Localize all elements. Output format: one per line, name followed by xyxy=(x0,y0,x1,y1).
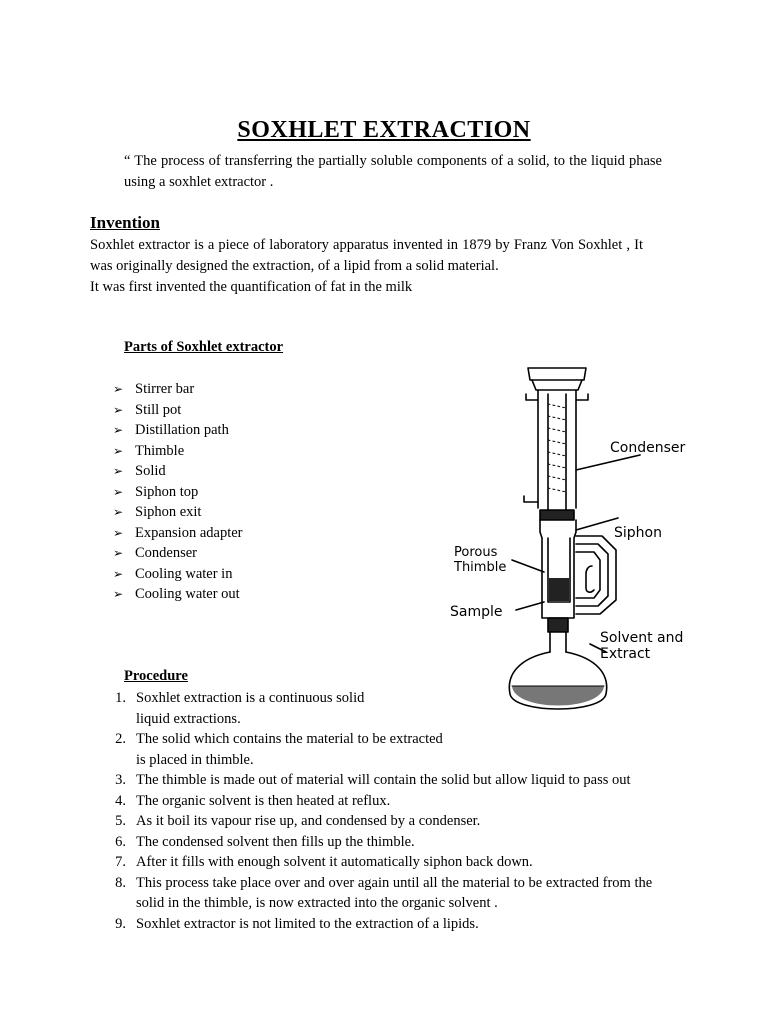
part-label: Still pot xyxy=(135,401,182,418)
step-number: 5. xyxy=(115,813,126,829)
part-label: Cooling water out xyxy=(135,586,240,602)
arrow-bullet-icon: ➢ xyxy=(113,546,124,560)
step-text: The organic solvent is then heated at reflux. xyxy=(136,792,391,809)
soxhlet-apparatus-diagram xyxy=(440,360,710,720)
porous-thimble-label-2: Thimble xyxy=(454,560,507,575)
list-item xyxy=(113,543,243,564)
arrow-bullet-icon: ➢ xyxy=(113,423,124,437)
part-label: Stirrer bar xyxy=(135,381,195,397)
list-item xyxy=(113,584,243,605)
siphon-label: Siphon xyxy=(614,525,662,541)
list-item xyxy=(110,688,710,729)
part-label: Expansion adapter xyxy=(135,524,243,541)
step-number: 9. xyxy=(115,915,126,932)
part-label: Distillation path xyxy=(135,422,229,438)
porous-thimble-label-1: Porous xyxy=(454,545,498,560)
list-item xyxy=(113,420,243,441)
list-item xyxy=(110,811,710,832)
arrow-bullet-icon: ➢ xyxy=(113,443,124,458)
step-text: Soxhlet extractor is not limited to the extraction of a lipids. xyxy=(136,915,479,932)
parts-heading: Parts of Soxhlet extractor xyxy=(124,339,284,355)
list-item xyxy=(113,523,243,544)
step-number: 7. xyxy=(115,854,126,870)
arrow-bullet-icon: ➢ xyxy=(113,484,124,499)
step-number: 2. xyxy=(115,731,126,747)
step-text: As it boil its vapour rise up, and condensed by a condenser. xyxy=(136,813,481,829)
list-item xyxy=(110,914,710,935)
list-item xyxy=(110,770,710,791)
list-item xyxy=(113,502,243,523)
part-label: Cooling water in xyxy=(135,565,233,582)
solvent-extract-label-2: Extract xyxy=(600,646,651,662)
invention-heading: Invention xyxy=(90,213,160,232)
list-item xyxy=(113,461,243,482)
invention-paragraph-2: It was first invented the quantification of fat in the milk xyxy=(90,279,413,295)
list-item xyxy=(110,873,710,914)
invention-section xyxy=(90,235,643,298)
part-label: Siphon exit xyxy=(135,504,202,520)
list-item xyxy=(110,729,710,770)
arrow-bullet-icon: ➢ xyxy=(113,566,124,581)
list-item xyxy=(113,482,243,503)
procedure-list xyxy=(110,688,710,934)
page-title: SOXHLET EXTRACTION xyxy=(237,117,531,143)
step-number: 3. xyxy=(115,772,126,788)
step-number: 8. xyxy=(115,874,126,891)
arrow-bullet-icon: ➢ xyxy=(113,464,124,478)
part-label: Thimble xyxy=(135,442,185,459)
list-item xyxy=(110,832,710,853)
step-text: The thimble is made out of material will contain the solid but allow liquid to pass out xyxy=(136,772,631,788)
list-item xyxy=(113,441,243,462)
definition-text: “ The process of transferring the partially soluble components of a solid, to the liquid phase using a soxhlet extractor . xyxy=(124,153,662,190)
arrow-bullet-icon: ➢ xyxy=(113,505,124,519)
condenser-label: Condenser xyxy=(610,440,686,456)
invention-paragraph: Soxhlet extractor is a piece of laboratory apparatus invented in 1879 by Franz Von Soxhlet , It was originally designed the extraction, of a lipid from a solid material. xyxy=(90,237,643,274)
step-text: The solid which contains the material to be extracted is placed in thimble. xyxy=(136,731,443,768)
arrow-bullet-icon: ➢ xyxy=(113,525,124,540)
step-number: 6. xyxy=(115,833,126,850)
list-item xyxy=(110,852,710,873)
arrow-bullet-icon: ➢ xyxy=(113,402,124,417)
step-text: The condensed solvent then fills up the thimble. xyxy=(136,833,415,850)
arrow-bullet-icon: ➢ xyxy=(113,382,124,396)
part-label: Condenser xyxy=(135,545,198,561)
part-label: Solid xyxy=(135,463,166,479)
step-text: Soxhlet extraction is a continuous solid liquid extractions. xyxy=(136,690,365,727)
parts-list xyxy=(113,379,243,605)
arrow-bullet-icon: ➢ xyxy=(113,587,124,601)
list-item xyxy=(113,379,243,400)
procedure-heading: Procedure xyxy=(124,668,188,684)
solvent-extract-label-1: Solvent and xyxy=(600,630,684,646)
part-label: Siphon top xyxy=(135,483,199,500)
step-text: This process take place over and over again until all the material to be extracted from the solid in the thimble, is now extracted into the organic solvent . xyxy=(136,874,653,911)
list-item xyxy=(113,564,243,585)
step-number: 1. xyxy=(115,690,126,706)
sample-label: Sample xyxy=(450,604,503,620)
step-number: 4. xyxy=(115,792,126,809)
step-text: After it fills with enough solvent it automatically siphon back down. xyxy=(136,854,533,870)
list-item xyxy=(113,400,243,421)
list-item xyxy=(110,791,710,812)
